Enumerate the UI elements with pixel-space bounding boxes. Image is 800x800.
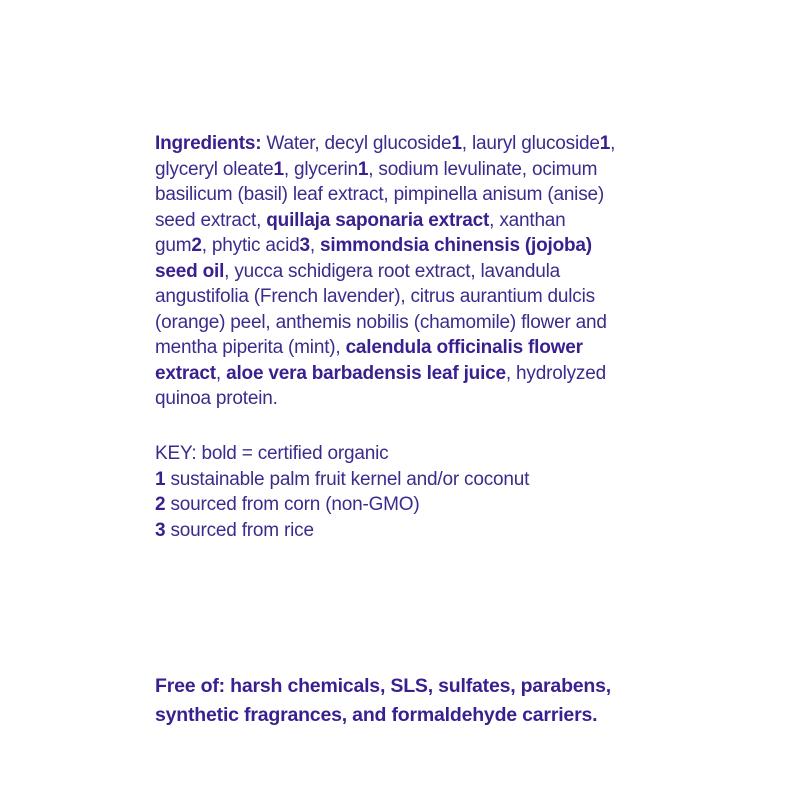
key-legend (155, 441, 675, 543)
ingredients-line (155, 284, 675, 310)
ingredients-bold-text: Ingredients: (155, 133, 262, 154)
ingredients-line (155, 131, 675, 157)
ingredients-bold-text: 3 (299, 235, 310, 256)
ingredients-text: quinoa protein. (155, 388, 278, 409)
ingredients-bold-text: 1 (451, 133, 462, 154)
ingredients-line (155, 386, 675, 412)
key-text: KEY: bold = certified organic (155, 443, 389, 464)
ingredients-paragraph (155, 131, 675, 412)
ingredients-bold-text: seed oil (155, 260, 225, 282)
ingredients-text: , lauryl glucoside (461, 133, 600, 154)
ingredients-text: , (610, 133, 616, 154)
ingredients-bold-text: 1 (599, 133, 611, 154)
ingredients-bold-text: extract (155, 362, 216, 384)
ingredients-text: , phytic acid (201, 235, 300, 256)
ingredients-bold-text: 1 (273, 158, 284, 180)
ingredients-text: angustifolia (French lavender), citrus aurantium dulcis (155, 286, 595, 307)
ingredients-bold-text: quillaja saponaria extract (266, 209, 490, 231)
ingredients-line (155, 233, 675, 259)
ingredients-line (155, 310, 675, 336)
ingredients-line (155, 208, 675, 234)
ingredients-line (155, 157, 675, 183)
key-text: sustainable palm fruit kernel and/or coconut (165, 468, 530, 490)
ingredients-line (155, 335, 675, 361)
ingredients-text: Water, decyl glucoside (261, 133, 452, 154)
ingredients-line (155, 259, 675, 285)
ingredients-text: (orange) peel, anthemis nobilis (chamomile) flower and (155, 311, 607, 333)
key-bold-text: 1 (155, 468, 166, 490)
ingredients-line (155, 182, 675, 208)
ingredients-text: mentha piperita (mint), (155, 337, 346, 358)
ingredients-text: , (215, 362, 227, 384)
free-of-statement (155, 672, 675, 730)
key-bold-text: 2 (155, 494, 166, 515)
ingredients-bold-text: 1 (357, 158, 369, 180)
ingredients-text: gum (155, 235, 192, 256)
ingredients-text: , (309, 235, 321, 256)
ingredients-text: , hydrolyzed (505, 362, 606, 384)
ingredients-text: , yucca schidigera root extract, lavandula (224, 260, 561, 282)
ingredients-line (155, 361, 675, 387)
key-line (155, 441, 675, 467)
key-text: sourced from rice (165, 519, 314, 541)
ingredients-bold-text: 2 (191, 235, 202, 256)
ingredients-bold-text: aloe vera barbadensis leaf juice (226, 362, 506, 384)
ingredients-text: , xanthan (489, 209, 566, 231)
key-line (155, 492, 675, 518)
ingredients-text: glyceryl oleate (155, 158, 274, 180)
ingredients-text: seed extract, (155, 209, 267, 231)
ingredients-text: , sodium levulinate, ocimum (368, 158, 598, 180)
key-bold-text: 3 (155, 519, 166, 541)
free-of-line: Free of: harsh chemicals, SLS, sulfates, parabens, (155, 675, 612, 697)
ingredients-bold-text: calendula officinalis flower (345, 337, 583, 358)
key-line (155, 518, 675, 544)
key-line (155, 467, 675, 493)
free-of-line: synthetic fragrances, and formaldehyde carriers. (155, 704, 598, 726)
key-text: sourced from corn (non-GMO) (165, 494, 420, 515)
ingredients-text: , glycerin (283, 158, 358, 180)
ingredients-bold-text: simmondsia chinensis (jojoba) (320, 235, 592, 256)
ingredients-text: basilicum (basil) leaf extract, pimpinella anisum (anise) (155, 184, 604, 205)
